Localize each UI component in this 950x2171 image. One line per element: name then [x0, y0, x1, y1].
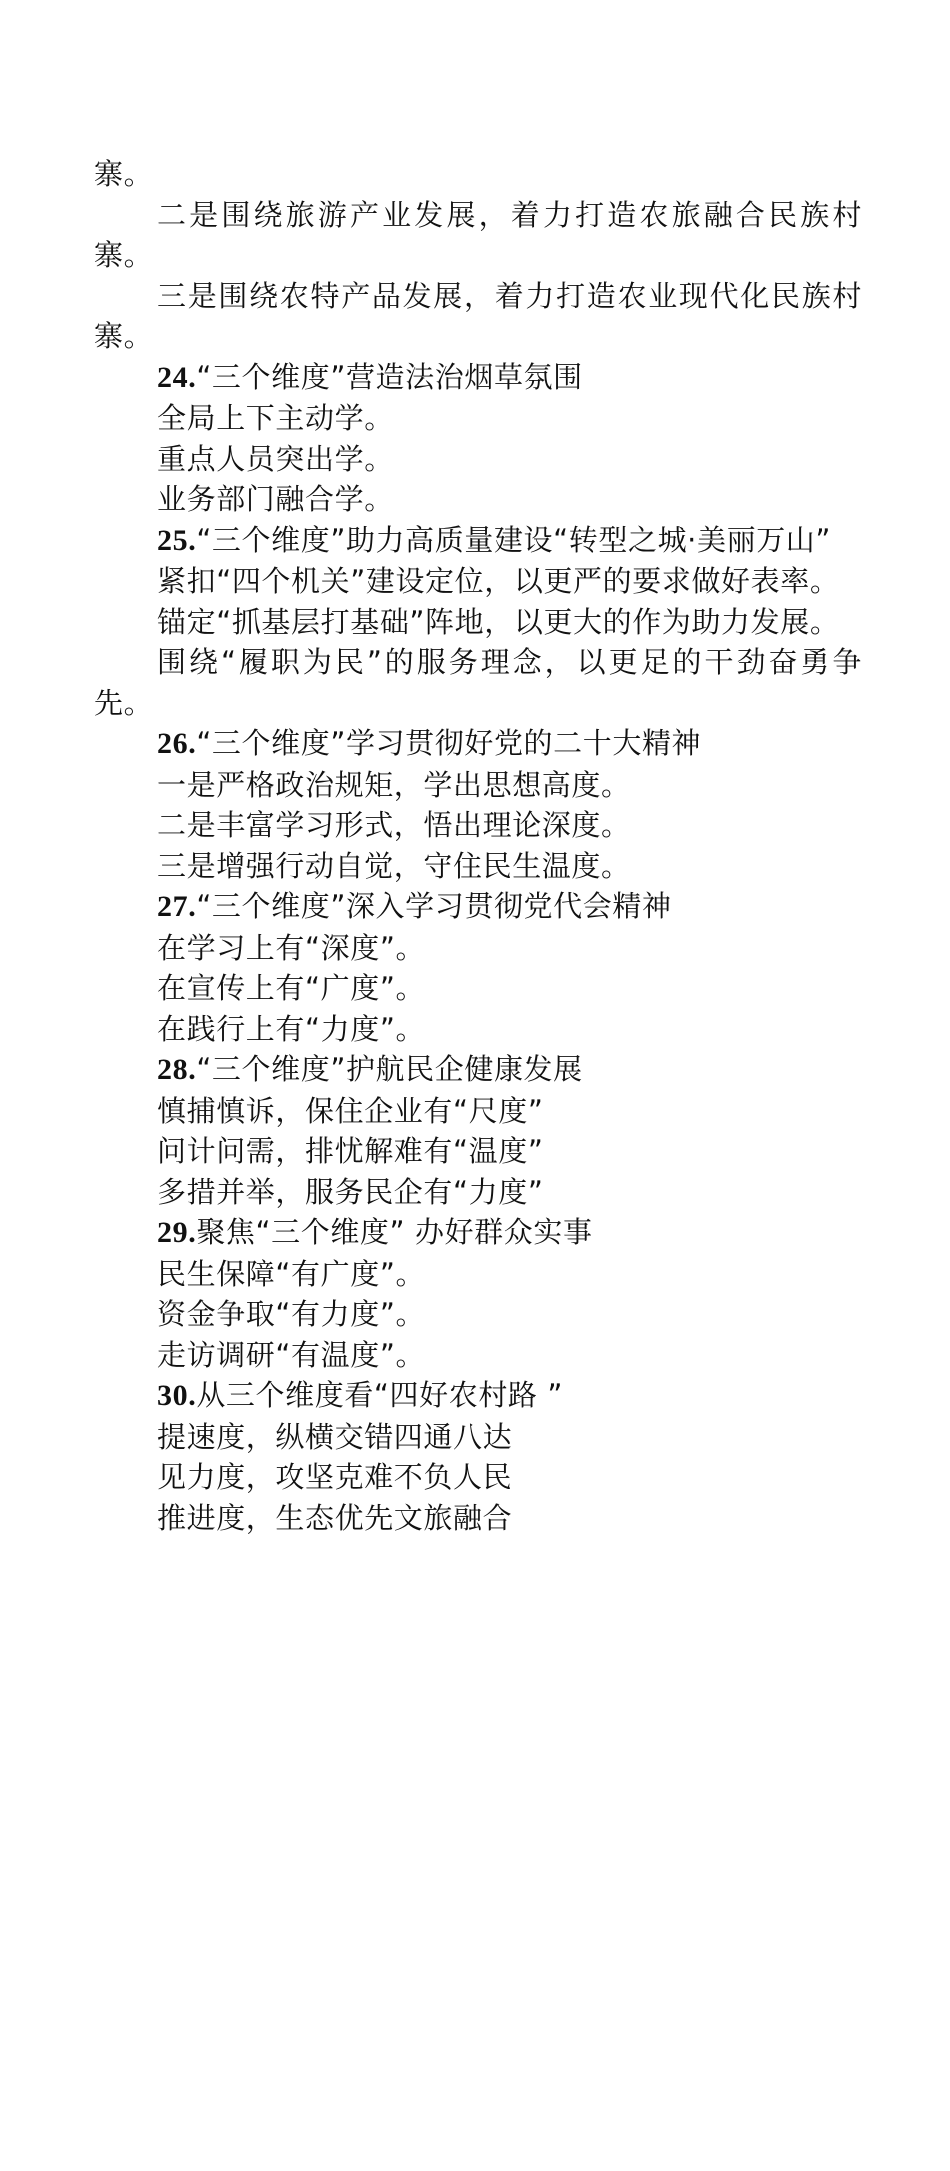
body-paragraph: 推进度，生态优先文旅融合	[157, 1500, 513, 1535]
section-number: 24.	[157, 360, 197, 394]
section-number: 25.	[157, 523, 197, 557]
body-paragraph: 见力度，攻坚克难不负人民	[157, 1460, 513, 1494]
section-heading	[94, 520, 862, 562]
body-paragraph: 全局上下主动学。	[157, 401, 394, 435]
section-number: 29.	[157, 1216, 197, 1249]
body-paragraph: 在践行上有“力度”。	[157, 1011, 426, 1046]
section-title: “三个维度”护航民企健康发展	[196, 1052, 583, 1086]
section-number: 30.	[157, 1379, 197, 1412]
body-paragraph: 重点人员突出学。	[157, 441, 394, 476]
section-title: “三个维度”营造法治烟草氛围	[196, 359, 583, 394]
body-paragraph: 紧扣“四个机关”建设定位，以更严的要求做好表率。	[157, 564, 840, 598]
body-paragraph: 业务部门融合学。	[157, 482, 394, 516]
section-heading	[94, 723, 862, 765]
section-title: “三个维度”学习贯彻好党的二十大精神	[196, 726, 702, 760]
section-number: 26.	[157, 727, 197, 760]
section-heading	[94, 1049, 862, 1091]
body-paragraph: 一是严格政治规矩，学出思想高度。	[157, 767, 631, 802]
section-heading	[94, 886, 862, 928]
body-paragraph: 民生保障“有广度”。	[157, 1256, 426, 1291]
section-title: “三个维度”助力高质量建设“转型之城·美丽万山”	[196, 522, 832, 557]
body-paragraph: 资金争取“有力度”。	[157, 1297, 426, 1331]
body-paragraph: 提速度，纵横交错四通八达	[157, 1419, 513, 1454]
body-paragraph: 多措并举，服务民企有“力度”	[157, 1174, 544, 1209]
body-paragraph: 锚定“抓基层打基础”阵地，以更大的作为助力发展。	[157, 604, 840, 639]
body-paragraph: 二是围绕旅游产业发展，着力打造农旅融合民族村寨。	[94, 197, 862, 272]
section-title: 聚焦“三个维度” 办好群众实事	[196, 1215, 593, 1249]
document-body	[94, 154, 862, 1538]
body-paragraph: 寨。	[94, 157, 154, 191]
section-heading	[94, 1375, 862, 1417]
section-title: “三个维度”深入学习贯彻党代会精神	[196, 889, 672, 923]
section-heading	[94, 1212, 862, 1254]
body-paragraph: 三是增强行动自觉，守住民生温度。	[157, 848, 631, 883]
section-title: 从三个维度看“四好农村路 ”	[196, 1378, 563, 1412]
body-paragraph: 在宣传上有“广度”。	[157, 971, 426, 1005]
body-paragraph: 问计问需，排忧解难有“温度”	[157, 1134, 544, 1168]
section-number: 28.	[157, 1053, 197, 1086]
body-paragraph: 围绕“履职为民”的服务理念，以更足的干劲奋勇争先。	[94, 645, 862, 720]
body-paragraph: 慎捕慎诉，保住企业有“尺度”	[157, 1093, 544, 1128]
section-heading	[94, 357, 862, 399]
body-paragraph: 走访调研“有温度”。	[157, 1337, 426, 1372]
body-paragraph: 在学习上有“深度”。	[157, 930, 426, 965]
body-paragraph: 三是围绕农特产品发展，着力打造农业现代化民族村寨。	[94, 278, 862, 353]
section-number: 27.	[157, 890, 197, 923]
body-paragraph: 二是丰富学习形式，悟出理论深度。	[157, 808, 631, 842]
